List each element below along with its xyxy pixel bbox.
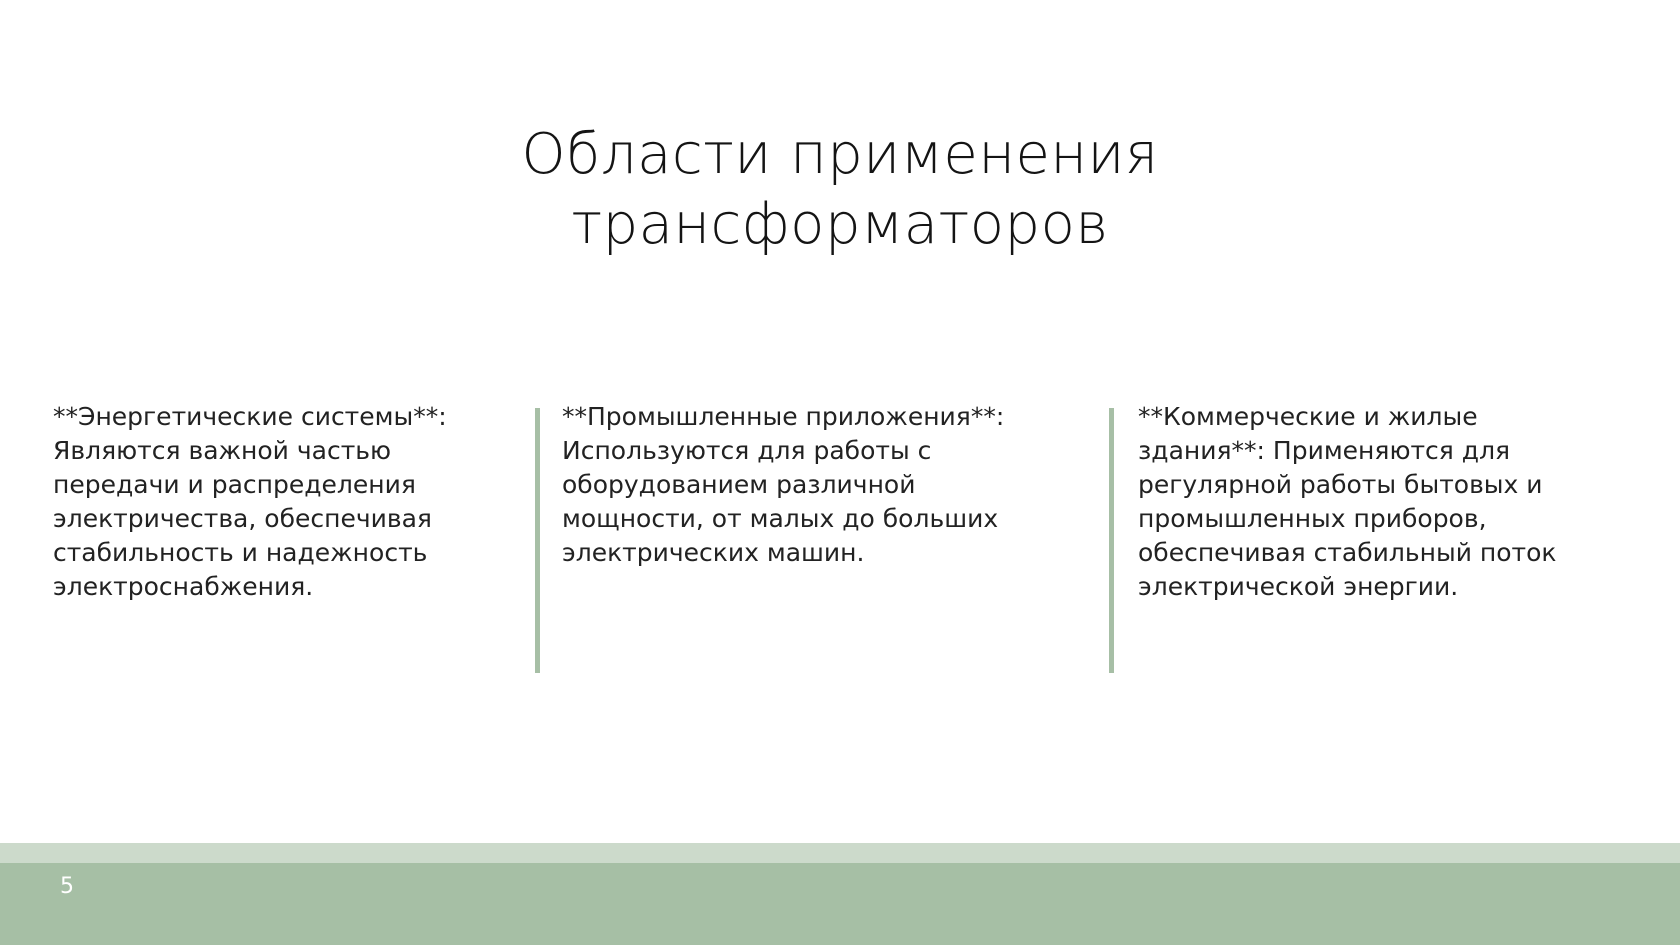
column-divider	[1109, 408, 1114, 673]
column-energy-systems: **Энергетические системы**: Являются важной частью передачи и распределения электричества, обеспечивая стабильность и надежность электроснабжения.	[53, 402, 447, 601]
title-line-1: Области применения	[521, 122, 1159, 187]
column-industrial-applications: **Промышленные приложения**: Используются для работы с оборудованием различной мощности, от малых до больших электрических машин.	[562, 402, 1005, 567]
column-commercial-residential: **Коммерческие и жилые здания**: Применяются для регулярной работы бытовых и промышленных приборов, обеспечивая стабильный поток электрической энергии.	[1138, 402, 1557, 601]
title-line-2: трансформаторов	[571, 192, 1109, 257]
slide-title	[340, 120, 1340, 260]
footer-bar	[0, 863, 1680, 945]
column-divider	[535, 408, 540, 673]
footer-stripe	[0, 843, 1680, 863]
page-number: 5	[60, 874, 74, 899]
